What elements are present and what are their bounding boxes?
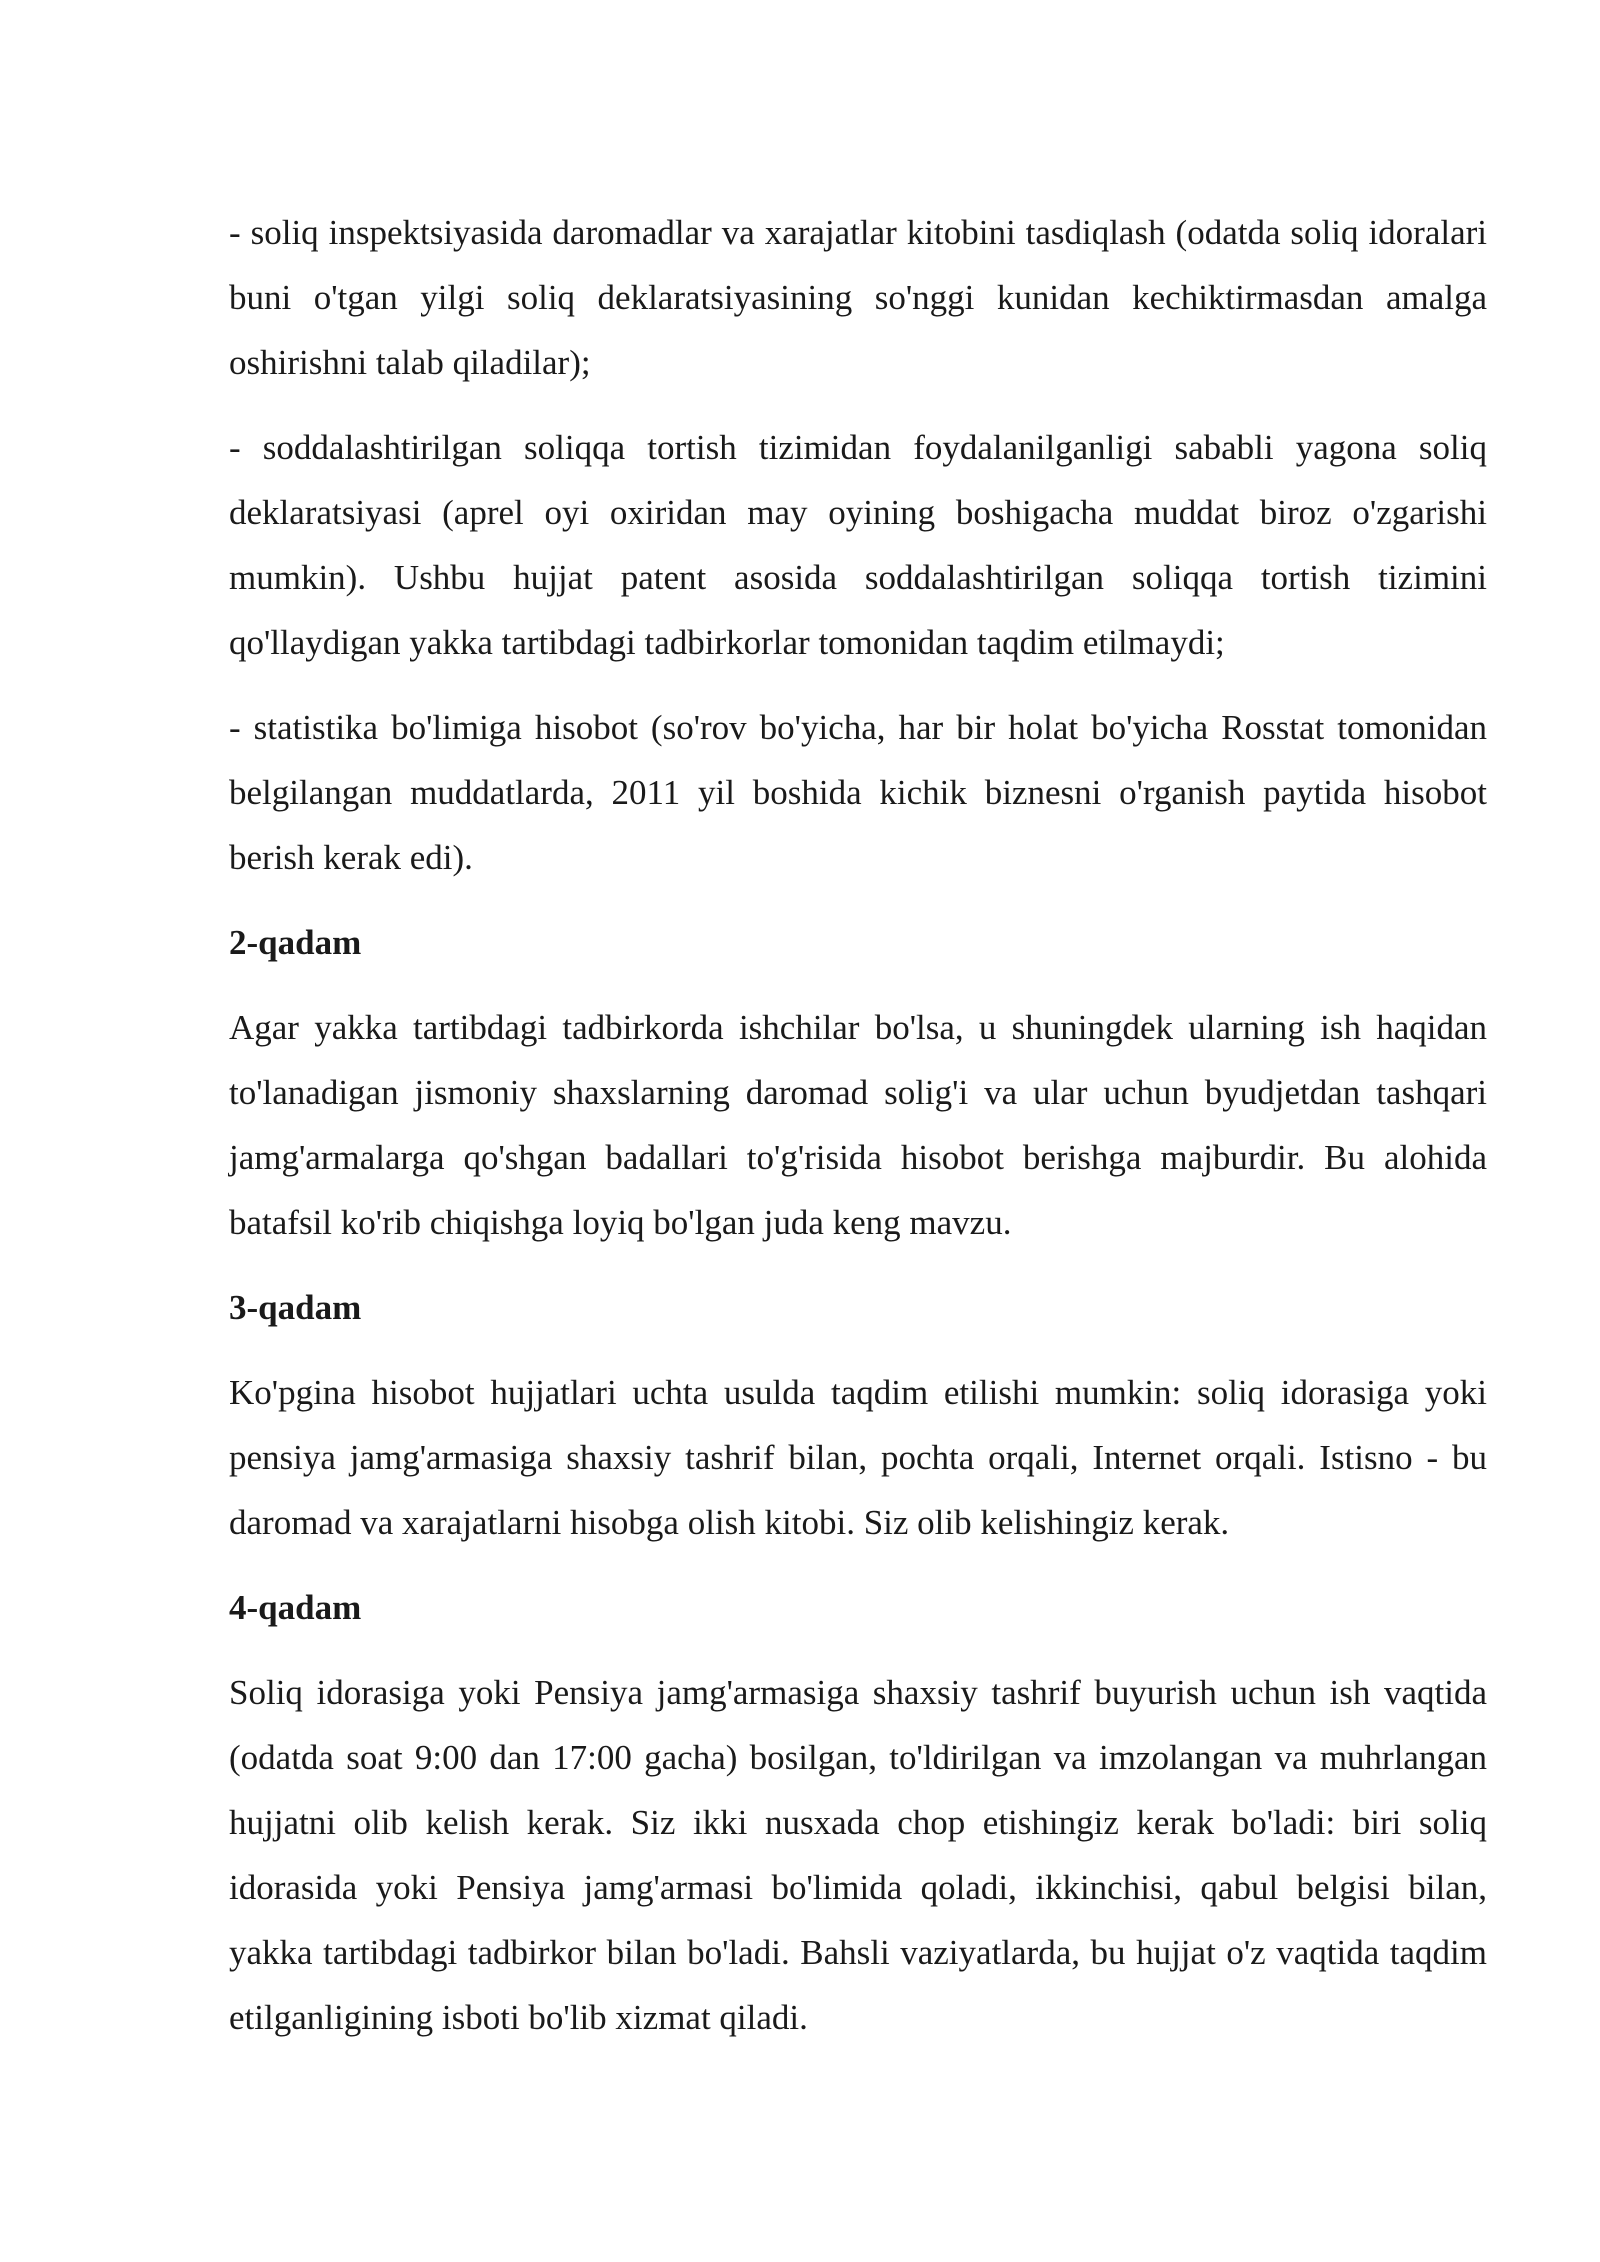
step-3-heading: 3-qadam [229,1288,362,1327]
step-4-heading: 4-qadam [229,1588,362,1627]
bullet-item-2: - soddalashtirilgan soliqqa tortish tizimidan foydalanilganligi sababli yagona soliq deklaratsiyasi (aprel oyi oxiridan may oyining boshigacha muddat biroz o'zgarishi mumkin). Ushbu hujjat patent asosida soddalashtirilgan soliqqa tortish tizimini qo'llaydigan yakka tartibdagi tadbirkorlar tomonidan taqdim etilmaydi; [229,428,1487,662]
step-4-text: Soliq idorasiga yoki Pensiya jamg'armasiga shaxsiy tashrif buyurish uchun ish vaqtida (odatda soat 9:00 dan 17:00 gacha) bosilgan, to'ldirilgan va imzolangan va muhrlangan hujjatni olib kelish kerak. Siz ikki nusxada chop etishingiz kerak bo'ladi: biri soliq idorasida yoki Pensiya jamg'armasi bo'limida qoladi, ikkinchisi, qabul belgisi bilan, yakka tartibdagi tadbirkor bilan bo'ladi. Bahsli vaziyatlarda, bu hujjat o'z vaqtida taqdim etilganligining isboti bo'lib xizmat qiladi. [229,1673,1487,2037]
bullet-item-3: - statistika bo'limiga hisobot (so'rov bo'yicha, har bir holat bo'yicha Rosstat tomonidan belgilangan muddatlarda, 2011 yil boshida kichik biznesni o'rganish paytida hisobot berish kerak edi). [229,708,1487,877]
step-2-heading: 2-qadam [229,923,362,962]
step-2-text: Agar yakka tartibdagi tadbirkorda ishchilar bo'lsa, u shuningdek ularning ish haqidan to'lanadigan jismoniy shaxslarning daromad solig'i va ular uchun byudjetdan tashqari jamg'armalarga qo'shgan badallari to'g'risida hisobot berishga majburdir. Bu alohida batafsil ko'rib chiqishga loyiq bo'lgan juda keng mavzu. [229,1008,1487,1242]
step-3-text: Ko'pgina hisobot hujjatlari uchta usulda taqdim etilishi mumkin: soliq idorasiga yoki pensiya jamg'armasiga shaxsiy tashrif bilan, pochta orqali, Internet orqali. Istisno - bu daromad va xarajatlarni hisobga olish kitobi. Siz olib kelishingiz kerak. [229,1373,1487,1542]
document-page [229,200,1487,2070]
bullet-item-1: - soliq inspektsiyasida daromadlar va xarajatlar kitobini tasdiqlash (odatda soliq idoralari buni o'tgan yilgi soliq deklaratsiyasining so'nggi kunidan kechiktirmasdan amalga oshirishni talab qiladilar); [229,213,1487,382]
